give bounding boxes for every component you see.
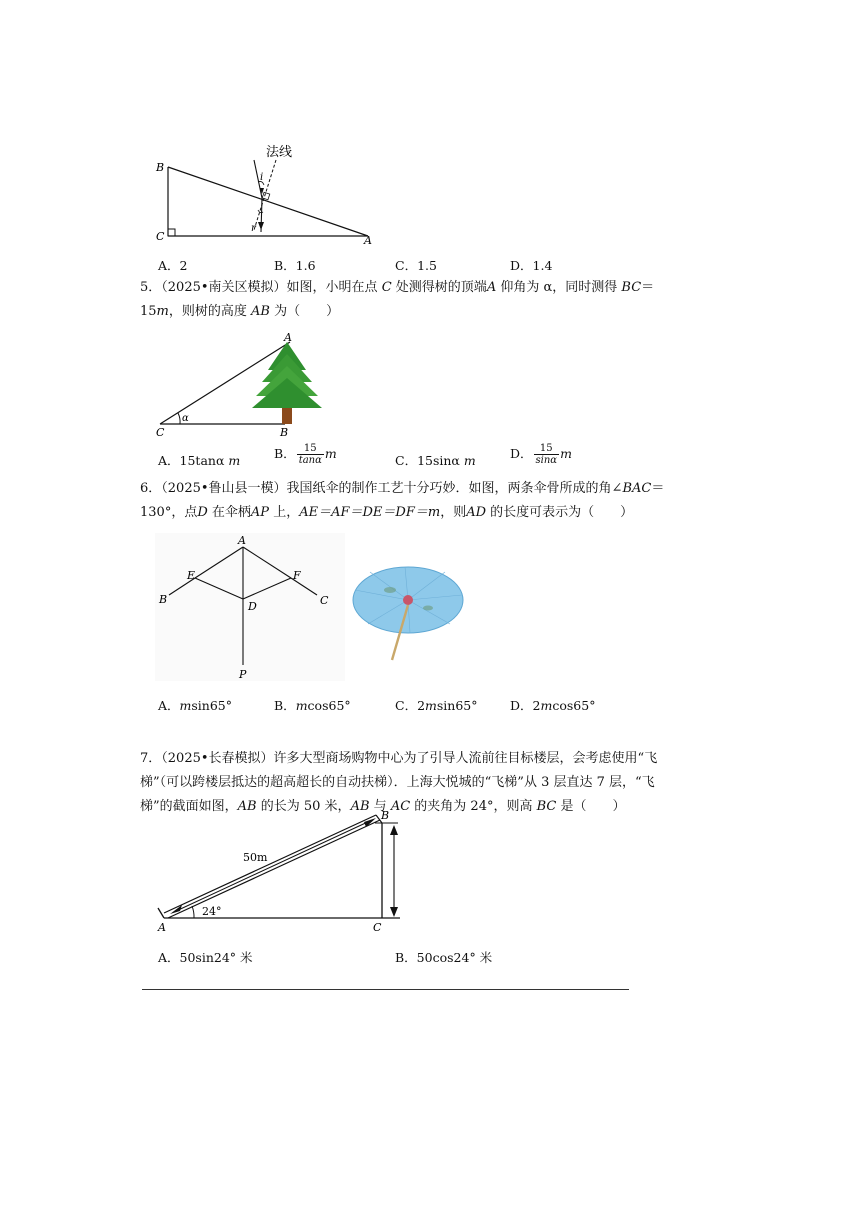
figure-q6-umbrella-geometry	[155, 533, 345, 681]
q6-option-c[interactable]	[395, 696, 478, 714]
q5-text: ＝15	[140, 280, 655, 319]
q6-option-b-var: m	[295, 698, 308, 713]
q5-var-m: m	[156, 304, 169, 319]
fig4-label-a: A	[364, 234, 372, 247]
q4-option-a[interactable]: A．2	[158, 258, 188, 273]
q6-number: 6．	[140, 481, 162, 496]
q5-option-b-unit: m	[324, 446, 337, 461]
q5-option-a[interactable]	[158, 451, 240, 469]
q5-option-b-fraction	[297, 443, 324, 466]
q6-option-c-text: sin65°	[436, 698, 478, 713]
q5-text: 如图，小明在点	[286, 280, 378, 295]
fraction-numerator: 15	[534, 443, 560, 455]
question-6-stem	[140, 477, 675, 525]
q5-option-b-text: B．	[274, 446, 296, 461]
fig7-label-len: 50m	[243, 851, 268, 864]
fig6-label-f: F	[293, 569, 301, 582]
fig6-label-e: E	[187, 569, 196, 582]
q6-option-a-text: sin65°	[191, 698, 233, 713]
q6-option-c-text: C．2	[395, 698, 426, 713]
q7-number: 7．	[140, 751, 162, 766]
q5-number: 5．	[140, 280, 162, 295]
fig4-label-i: i	[260, 172, 264, 183]
q5-option-c-text: C．15sinα	[395, 453, 464, 468]
footer-divider	[142, 989, 629, 990]
fig7-label-c: C	[373, 921, 382, 934]
fig6-label-a: A	[238, 534, 246, 547]
q5-option-a-unit: m	[228, 453, 241, 468]
q6-option-d-text: D．2	[510, 698, 541, 713]
figure-q4-refraction	[150, 140, 390, 250]
fig5-label-c: C	[156, 426, 165, 439]
q4-option-b[interactable]: B．1.6	[274, 258, 316, 273]
q5-text: ，则树的高度	[168, 304, 247, 319]
q5-option-d-text: D．	[510, 446, 533, 461]
question-5-stem	[140, 276, 675, 324]
q6-text: ＝130°，点	[140, 481, 665, 520]
q5-text: 仰角为 α，同时测得	[500, 280, 618, 295]
q5-option-c[interactable]	[395, 451, 476, 469]
fig7-label-angle: 24°	[202, 905, 222, 918]
q5-option-b[interactable]	[274, 443, 337, 466]
q7-var-ab: AB	[350, 799, 370, 814]
q7-text: 与	[373, 799, 387, 814]
q7-text: 许多大型商场购物中心为了引导人流前往目标楼层，会考虑使用“飞梯”（可以跨楼层抵达的超高超长的自动扶梯）．上海大悦城的“飞梯”从 3 层直达 7 层，“飞梯”的截面如图，	[140, 751, 658, 814]
q6-var-ap: AP	[250, 505, 270, 520]
fig4-label-c: C	[156, 230, 165, 243]
q6-equation: AE＝AF＝DE＝DF＝m	[299, 505, 441, 520]
fig5-label-b: B	[280, 426, 289, 439]
q6-option-b-text: B．	[274, 698, 296, 713]
q7-text: 是（ ）	[560, 799, 626, 814]
fig6-label-b: B	[159, 593, 168, 606]
q6-option-a-text: A．	[158, 698, 180, 713]
q6-var-ad: AD	[466, 505, 487, 520]
q7-source: （2025•长春模拟）	[161, 751, 274, 766]
fig5-label-alpha: α	[182, 413, 189, 424]
fig5-label-a: A	[284, 331, 292, 344]
q5-source: （2025•南关区模拟）	[161, 280, 287, 295]
paper-umbrella-image	[350, 560, 470, 665]
q5-var-bc: BC	[621, 280, 642, 295]
q6-option-a[interactable]	[158, 696, 232, 714]
fig7-label-a: A	[158, 921, 166, 934]
q6-option-a-var: m	[179, 698, 192, 713]
fig6-label-c: C	[320, 594, 329, 607]
fraction-denominator: sinα	[535, 455, 558, 466]
q6-text: ，则	[440, 505, 467, 520]
q6-text: 的长度可表示为（ ）	[490, 505, 634, 520]
q7-option-a[interactable]: A．50sin24° 米	[158, 950, 253, 965]
q6-text: 我国纸伞的制作工艺十分巧妙．如图，两条伞骨所成的角∠	[286, 481, 623, 496]
q6-option-b[interactable]	[274, 696, 351, 714]
q6-option-b-text: cos65°	[307, 698, 351, 713]
figure-q5-tree	[150, 330, 340, 440]
q7-var-ab: AB	[237, 799, 257, 814]
q5-var-a: A	[486, 280, 497, 295]
q5-text: 处测得树的顶端	[395, 280, 487, 295]
fig7-label-b: B	[381, 809, 390, 822]
q6-option-d-var: m	[540, 698, 553, 713]
q5-option-d-fraction	[534, 443, 560, 466]
fraction-denominator: tanα	[298, 455, 322, 466]
q5-var-ab: AB	[251, 304, 270, 319]
fig6-label-p: P	[239, 668, 247, 681]
q7-var-ac: AC	[390, 799, 411, 814]
q6-var-bac: BAC	[622, 481, 652, 496]
figure-q7-escalator	[150, 805, 410, 935]
fig6-label-d: D	[248, 600, 257, 613]
q7-option-b[interactable]: B．50cos24° 米	[395, 950, 493, 965]
q6-option-d-text: cos65°	[552, 698, 596, 713]
q6-option-c-var: m	[425, 698, 437, 713]
q5-option-a-text: A．15tanα	[158, 453, 229, 468]
fraction-numerator: 15	[297, 443, 324, 455]
q7-text: 的夹角为 24°，则高	[414, 799, 533, 814]
fig4-normal-label: 法线	[266, 145, 293, 160]
fig4-label-r: r	[251, 223, 256, 234]
q6-source: （2025•鲁山县一模）	[161, 481, 287, 496]
q7-text: 的长为 50 米，	[260, 799, 351, 814]
q5-option-d-unit: m	[560, 446, 572, 461]
q6-option-d[interactable]	[510, 696, 595, 714]
q5-option-c-unit: m	[463, 453, 476, 468]
q4-option-d[interactable]: D．1.4	[510, 258, 553, 273]
fig4-label-b: B	[156, 161, 165, 174]
q7-var-bc: BC	[536, 799, 557, 814]
q6-var-d: D	[197, 505, 208, 520]
q5-var-c: C	[381, 280, 392, 295]
q6-text: 在伞柄	[211, 505, 251, 520]
q6-text: 上，	[273, 505, 300, 520]
q5-text: 为（ ）	[274, 304, 340, 319]
q4-option-c[interactable]: C．1.5	[395, 258, 437, 273]
q5-option-d[interactable]	[510, 443, 572, 466]
